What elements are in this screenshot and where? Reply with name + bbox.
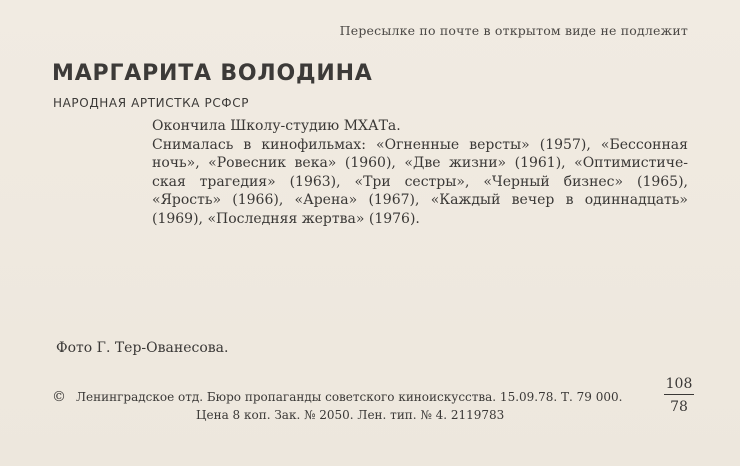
actress-title: НАРОДНАЯ АРТИСТКА РСФСР [53,96,250,110]
bio-line: ская трагедия» (1963), «Три сестры», «Черный бизнес» (1965), [152,173,688,190]
bio-line: Окончила Школу-студию МХАТа. [152,118,401,134]
fraction-denominator: 78 [670,399,688,415]
photo-credit: Фото Г. Тер-Ованесова. [56,340,229,356]
publisher-line [52,389,622,405]
price-line: Цена 8 коп. Зак. № 2050. Лен. тип. № 4. 2119783 [196,408,505,422]
print-fraction [664,376,694,415]
bio-line: (1969), «Последняя жертва» (1976). [152,210,420,227]
actress-name: МАРГАРИТА ВОЛОДИНА [52,61,373,86]
publisher-text: Ленинградское отд. Бюро пропаганды советского киноискусства. 15.09.78. Т. 79 000. [76,390,623,404]
mail-notice: Пересылке по почте в открытом виде не подлежит [339,23,688,38]
biography [152,117,688,229]
fraction-numerator: 108 [664,376,694,395]
bio-line: ночь», «Ровесник века» (1960), «Две жизни» (1961), «Оптимистиче- [152,155,688,172]
bio-line: «Ярость» (1966), «Арена» (1967), «Каждый вечер в одиннадцать» [152,192,688,209]
copyright-icon: © [52,389,66,405]
bio-line: Снималась в кинофильмах: «Огненные версты» (1957), «Бессонная [152,136,688,153]
